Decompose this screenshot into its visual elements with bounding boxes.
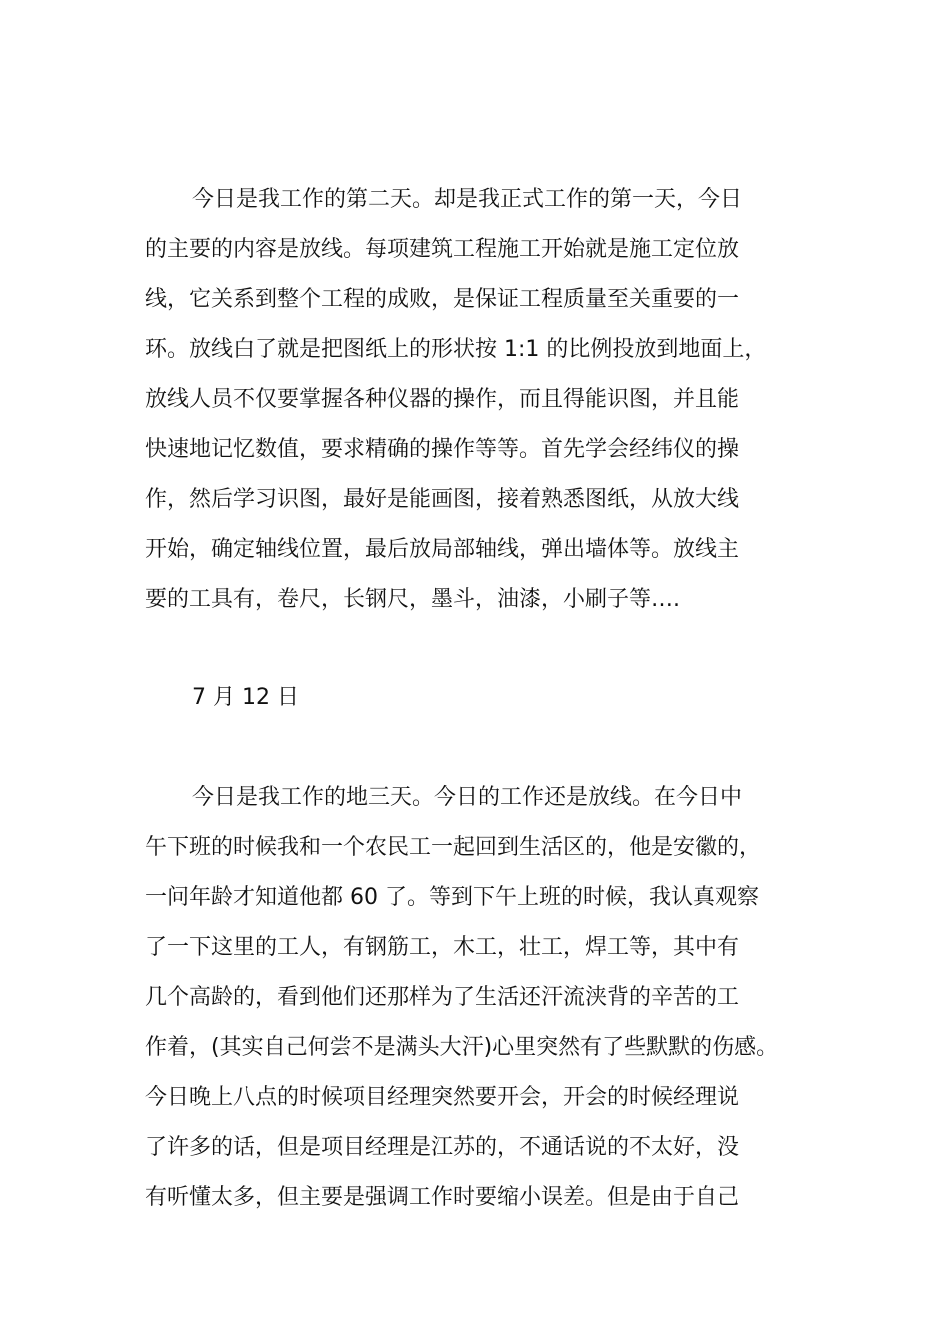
date-heading: 7 月 12 日 (192, 685, 299, 710)
paragraph-1 (145, 175, 825, 625)
paragraph-line: 开始，确定轴线位置，最后放局部轴线，弹出墙体等。放线主 (145, 537, 740, 562)
paragraph-2 (145, 773, 825, 1223)
paragraph-line: 作着，(其实自己何尝不是满头大汗)心里突然有了些默默的伤感。 (145, 1035, 779, 1060)
paragraph-line: 放线人员不仅要掌握各种仪器的操作，而且得能识图，并且能 (145, 387, 740, 412)
paragraph-line: 几个高龄的，看到他们还那样为了生活还汗流浃背的辛苦的工 (145, 985, 740, 1010)
paragraph-line: 作，然后学习识图，最好是能画图，接着熟悉图纸，从放大线 (145, 487, 740, 512)
paragraph-line: 了一下这里的工人，有钢筋工，木工，壮工，焊工等，其中有 (145, 935, 740, 960)
paragraph-line: 一问年龄才知道他都 60 了。等到下午上班的时候，我认真观察 (145, 885, 759, 910)
paragraph-line: 今日晚上八点的时候项目经理突然要开会，开会的时候经理说 (145, 1085, 740, 1110)
paragraph-line: 今日是我工作的地三天。今日的工作还是放线。在今日中 (192, 785, 743, 810)
paragraph-line: 快速地记忆数值，要求精确的操作等等。首先学会经纬仪的操 (145, 437, 740, 462)
paragraph-line: 午下班的时候我和一个农民工一起回到生活区的，他是安徽的， (145, 835, 762, 860)
paragraph-line: 要的工具有，卷尺，长钢尺，墨斗，油漆，小刷子等…. (145, 587, 680, 612)
date-heading-block (145, 673, 825, 723)
paragraph-line: 环。放线白了就是把图纸上的形状按 1:1 的比例投放到地面上， (145, 337, 767, 362)
paragraph-line: 有听懂太多，但主要是强调工作时要缩小误差。但是由于自己 (145, 1185, 740, 1210)
paragraph-line: 线，它关系到整个工程的成败，是保证工程质量至关重要的一 (145, 287, 740, 312)
paragraph-line: 的主要的内容是放线。每项建筑工程施工开始就是施工定位放 (145, 237, 740, 262)
paragraph-line: 今日是我工作的第二天。却是我正式工作的第一天，今日 (192, 187, 743, 212)
paragraph-line: 了许多的话，但是项目经理是江苏的，不通话说的不太好，没 (145, 1135, 740, 1160)
